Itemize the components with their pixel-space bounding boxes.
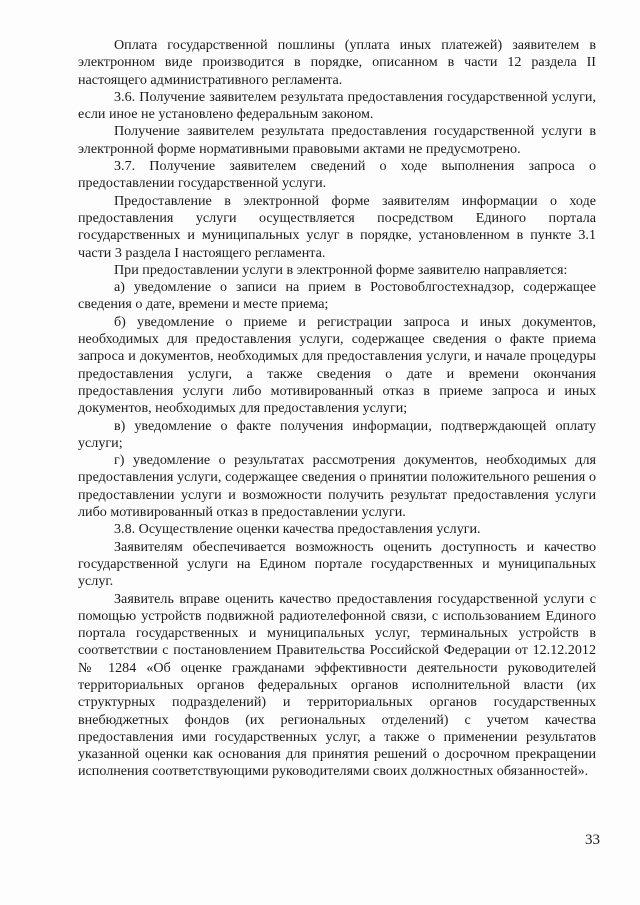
paragraph-section-3-6: 3.6. Получение заявителем результата предоставления государственной услуги, если иное не установлено федеральным законом.	[78, 88, 596, 123]
paragraph-portal-info: Предоставление в электронной форме заявителям информации о ходе предоставления услуги осуществляется посредством Единого портала государственных и муниципальных услуг в порядке, установленном в пункте 3.1 части 3 раздела I настоящего регламента.	[78, 192, 596, 261]
paragraph-section-3-7: 3.7. Получение заявителем сведений о ходе выполнения запроса о предоставлении государственной услуги.	[78, 158, 596, 192]
list-item-a: а) уведомление о записи на прием в Ростовоблгостехнадзор, содержащее сведения о дате, времени и месте приема;	[78, 279, 596, 313]
paragraph-notifications-intro: При предоставлении услуги в электронной форме заявителю направляется:	[114, 261, 568, 278]
paragraph-quality-portal: Заявителям обеспечивается возможность оценить доступность и качество государственной услуги на Едином портале государственных и муниципальных услуг.	[78, 538, 596, 590]
page-number: 33	[585, 832, 600, 848]
paragraph-payment-fee: Оплата государственной пошлины (уплата иных платежей) заявителем в электронном виде производится в порядке, описанном в части 12 раздела II настоящего административного регламента.	[78, 37, 596, 88]
paragraph-quality-evaluation: Заявитель вправе оценить качество предоставления государственной услуги с помощью устройств подвижной радиотелефонной связи, с использованием Единого портала государственных и муниципальных услуг, терминальных устройств в соответствии с постановлением Правительства Российской Федерации от 12.12.2012 № 1284 «Об оценке гражданами эффективности деятельности руководителей территориальных органов федеральных органов исполнительной власти (их структурных подразделений) и территориальных органов государственных внебюджетных фондов (их региональных отделений) с учетом качества предоставления ими государственных услуг, а также о применении результатов указанной оценки как основания для принятия решений о досрочном прекращении исполнения соответствующими руководителями своих должностных обязанностей».	[78, 590, 596, 780]
paragraph-section-3-8: 3.8. Осуществление оценки качества предоставления услуги.	[114, 521, 481, 538]
list-item-b: б) уведомление о приеме и регистрации запроса и иных документов, необходимых для предоставления услуги, содержащее сведения о факте приема запроса и документов, необходимых для предоставления услуги, и начале процедуры предоставления услуги, а также сведения о дате и времени окончания предоставления услуги либо мотивированный отказ в приеме запроса и иных документов, необходимых для предоставления услуги;	[78, 313, 596, 417]
body-text	[78, 37, 596, 781]
list-item-g: г) уведомление о результатах рассмотрения документов, необходимых для предоставления услуги, содержащее сведения о принятии положительного решения о предоставлении услуги и возможности получить результат предоставления услуги либо мотивированный отказ в предоставлении услуги.	[78, 452, 596, 521]
list-item-v: в) уведомление о факте получения информации, подтверждающей оплату услуги;	[78, 417, 596, 451]
paragraph-result-electronic: Получение заявителем результата предоставления государственной услуги в электронной форме нормативными правовыми актами не предусмотрено.	[78, 123, 596, 157]
